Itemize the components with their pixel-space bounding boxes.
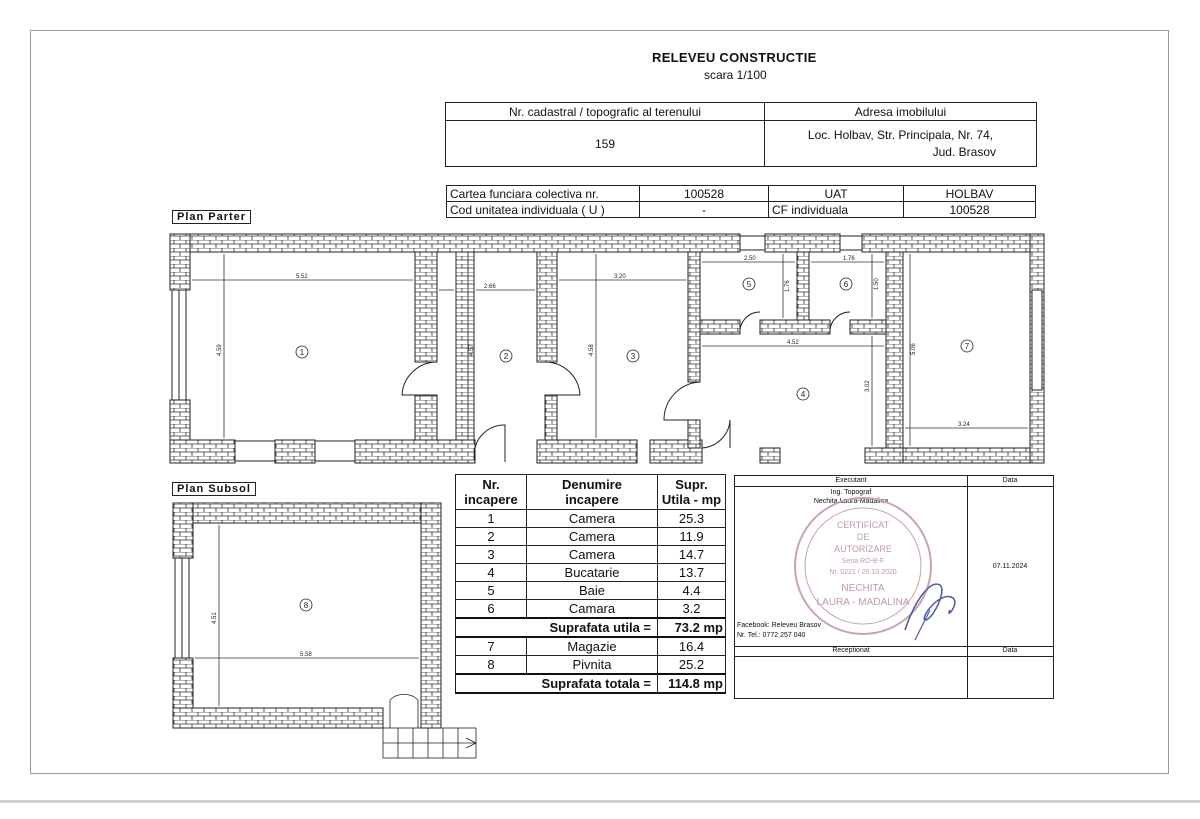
room-number: 8 [303, 601, 309, 610]
svg-text:NECHITA: NECHITA [841, 583, 885, 594]
total-area-value: 114.8 mp [658, 674, 726, 693]
authorization-stamp [755, 490, 965, 650]
svg-text:Nr. 0221 / 26.10.2020: Nr. 0221 / 26.10.2020 [829, 569, 897, 576]
room-number: 6 [843, 280, 849, 289]
parter-dim-text: 2.66 [484, 284, 496, 290]
uat-label: UAT [769, 186, 904, 202]
svg-text:AUTORIZARE: AUTORIZARE [834, 544, 892, 554]
address-line2: Jud. Brasov [932, 144, 996, 159]
subsol-window [175, 558, 189, 658]
room-number: 2 [503, 352, 509, 361]
table-row: 5 Baie 4.4 [456, 582, 726, 600]
parter-dim-text: 4.58 [589, 344, 595, 356]
address-line1: Loc. Holbav, Str. Principala, Nr. 74, [807, 127, 994, 142]
subsol-dimension-lines [195, 525, 419, 706]
cadastral-value: 159 [446, 121, 765, 167]
table-row: 8 Pivnita 25.2 [456, 656, 726, 675]
svg-text:Seria RO-B-F: Seria RO-B-F [841, 558, 885, 565]
col-header-area: Supr. Utila - mp [658, 475, 726, 510]
svg-text:DE: DE [856, 532, 870, 542]
date-label: Data [1002, 477, 1018, 484]
table-row: 1 Camera 25.3 [456, 510, 726, 528]
parter-dim-text: 1.76 [785, 280, 791, 292]
table-row: 6 Camara 3.2 [456, 600, 726, 619]
certification-block [734, 475, 1054, 699]
unit-value: - [640, 202, 769, 218]
svg-text:LAURA - MADALINA: LAURA - MADALINA [816, 597, 910, 608]
unit-label: Cod unitatea individuala ( U ) [447, 202, 640, 218]
date-value: 07.11.2024 [992, 563, 1028, 570]
parter-dim-text: 1.76 [843, 256, 855, 262]
plan-subsol-label: Plan Subsol [172, 482, 256, 496]
table-row: 7 Magazie 16.4 [456, 637, 726, 656]
cf-ind-value: 100528 [904, 202, 1036, 218]
document-title: RELEVEU CONSTRUCTIE [652, 50, 817, 65]
parter-dim-text: 1.50 [874, 278, 880, 290]
page-bottom-line [0, 800, 1200, 803]
cf-value: 100528 [640, 186, 769, 202]
useful-area-label: Suprafata utila = [456, 618, 658, 637]
room-number: 5 [746, 280, 752, 289]
receptionat-label: Receptionat [832, 647, 870, 654]
rooms-table [455, 474, 726, 694]
parter-dim-text: 2.50 [744, 256, 756, 262]
subsol-dim-text: 5.58 [300, 652, 312, 658]
cadastral-label: Nr. cadastral / topografic al terenului [446, 103, 765, 121]
table-row: 4 Bucatarie 13.7 [456, 564, 726, 582]
parter-dim-text: 4.59 [217, 344, 223, 356]
signature [905, 584, 955, 630]
parter-dim-text: 3.20 [614, 274, 626, 280]
subsol-dim-text: 4.51 [212, 612, 218, 624]
svg-text:CERTIFICAT: CERTIFICAT [836, 520, 890, 530]
room-number: 4 [800, 390, 806, 399]
table-row: 3 Camera 14.7 [456, 546, 726, 564]
facebook-text: Facebook: Releveu Brasov [737, 622, 822, 629]
total-area-label: Suprafata totala = [456, 674, 658, 693]
total-area-row [456, 674, 726, 693]
useful-area-value: 73.2 mp [658, 618, 726, 637]
parter-dim-text: 3.02 [865, 380, 871, 392]
executant-label: Executant [835, 477, 867, 484]
date-label-2: Data [1002, 647, 1018, 654]
address-label: Adresa imobilului [765, 103, 1037, 121]
engineer-role: Ing. Topograf [830, 489, 872, 496]
engineer-name: Nechita Laura-Madalina [813, 498, 889, 505]
uat-value: HOLBAV [904, 186, 1036, 202]
parter-dim-text: 5.52 [296, 274, 308, 280]
col-header-nr: Nr. incapere [456, 475, 527, 510]
useful-area-row [456, 618, 726, 637]
parter-dim-text: 3.24 [958, 422, 970, 428]
room-number: 7 [964, 342, 970, 351]
phone-text: Nr. Tel.: 0772 257 040 [737, 632, 806, 639]
parter-room-markers [296, 278, 973, 400]
table-row: 2 Camera 11.9 [456, 528, 726, 546]
cf-label: Cartea funciara colectiva nr. [447, 186, 640, 202]
room-number: 1 [299, 348, 305, 357]
document-scale: scara 1/100 [704, 68, 767, 82]
parter-dim-text: 5.06 [911, 343, 917, 355]
parter-dim-text: 4.52 [787, 340, 799, 346]
plan-parter-label: Plan Parter [172, 210, 251, 224]
parter-dim-text: 4.57 [469, 344, 475, 356]
cf-ind-label: CF individuala [769, 202, 904, 218]
col-header-name: Denumire incapere [527, 475, 658, 510]
room-number: 3 [630, 352, 636, 361]
